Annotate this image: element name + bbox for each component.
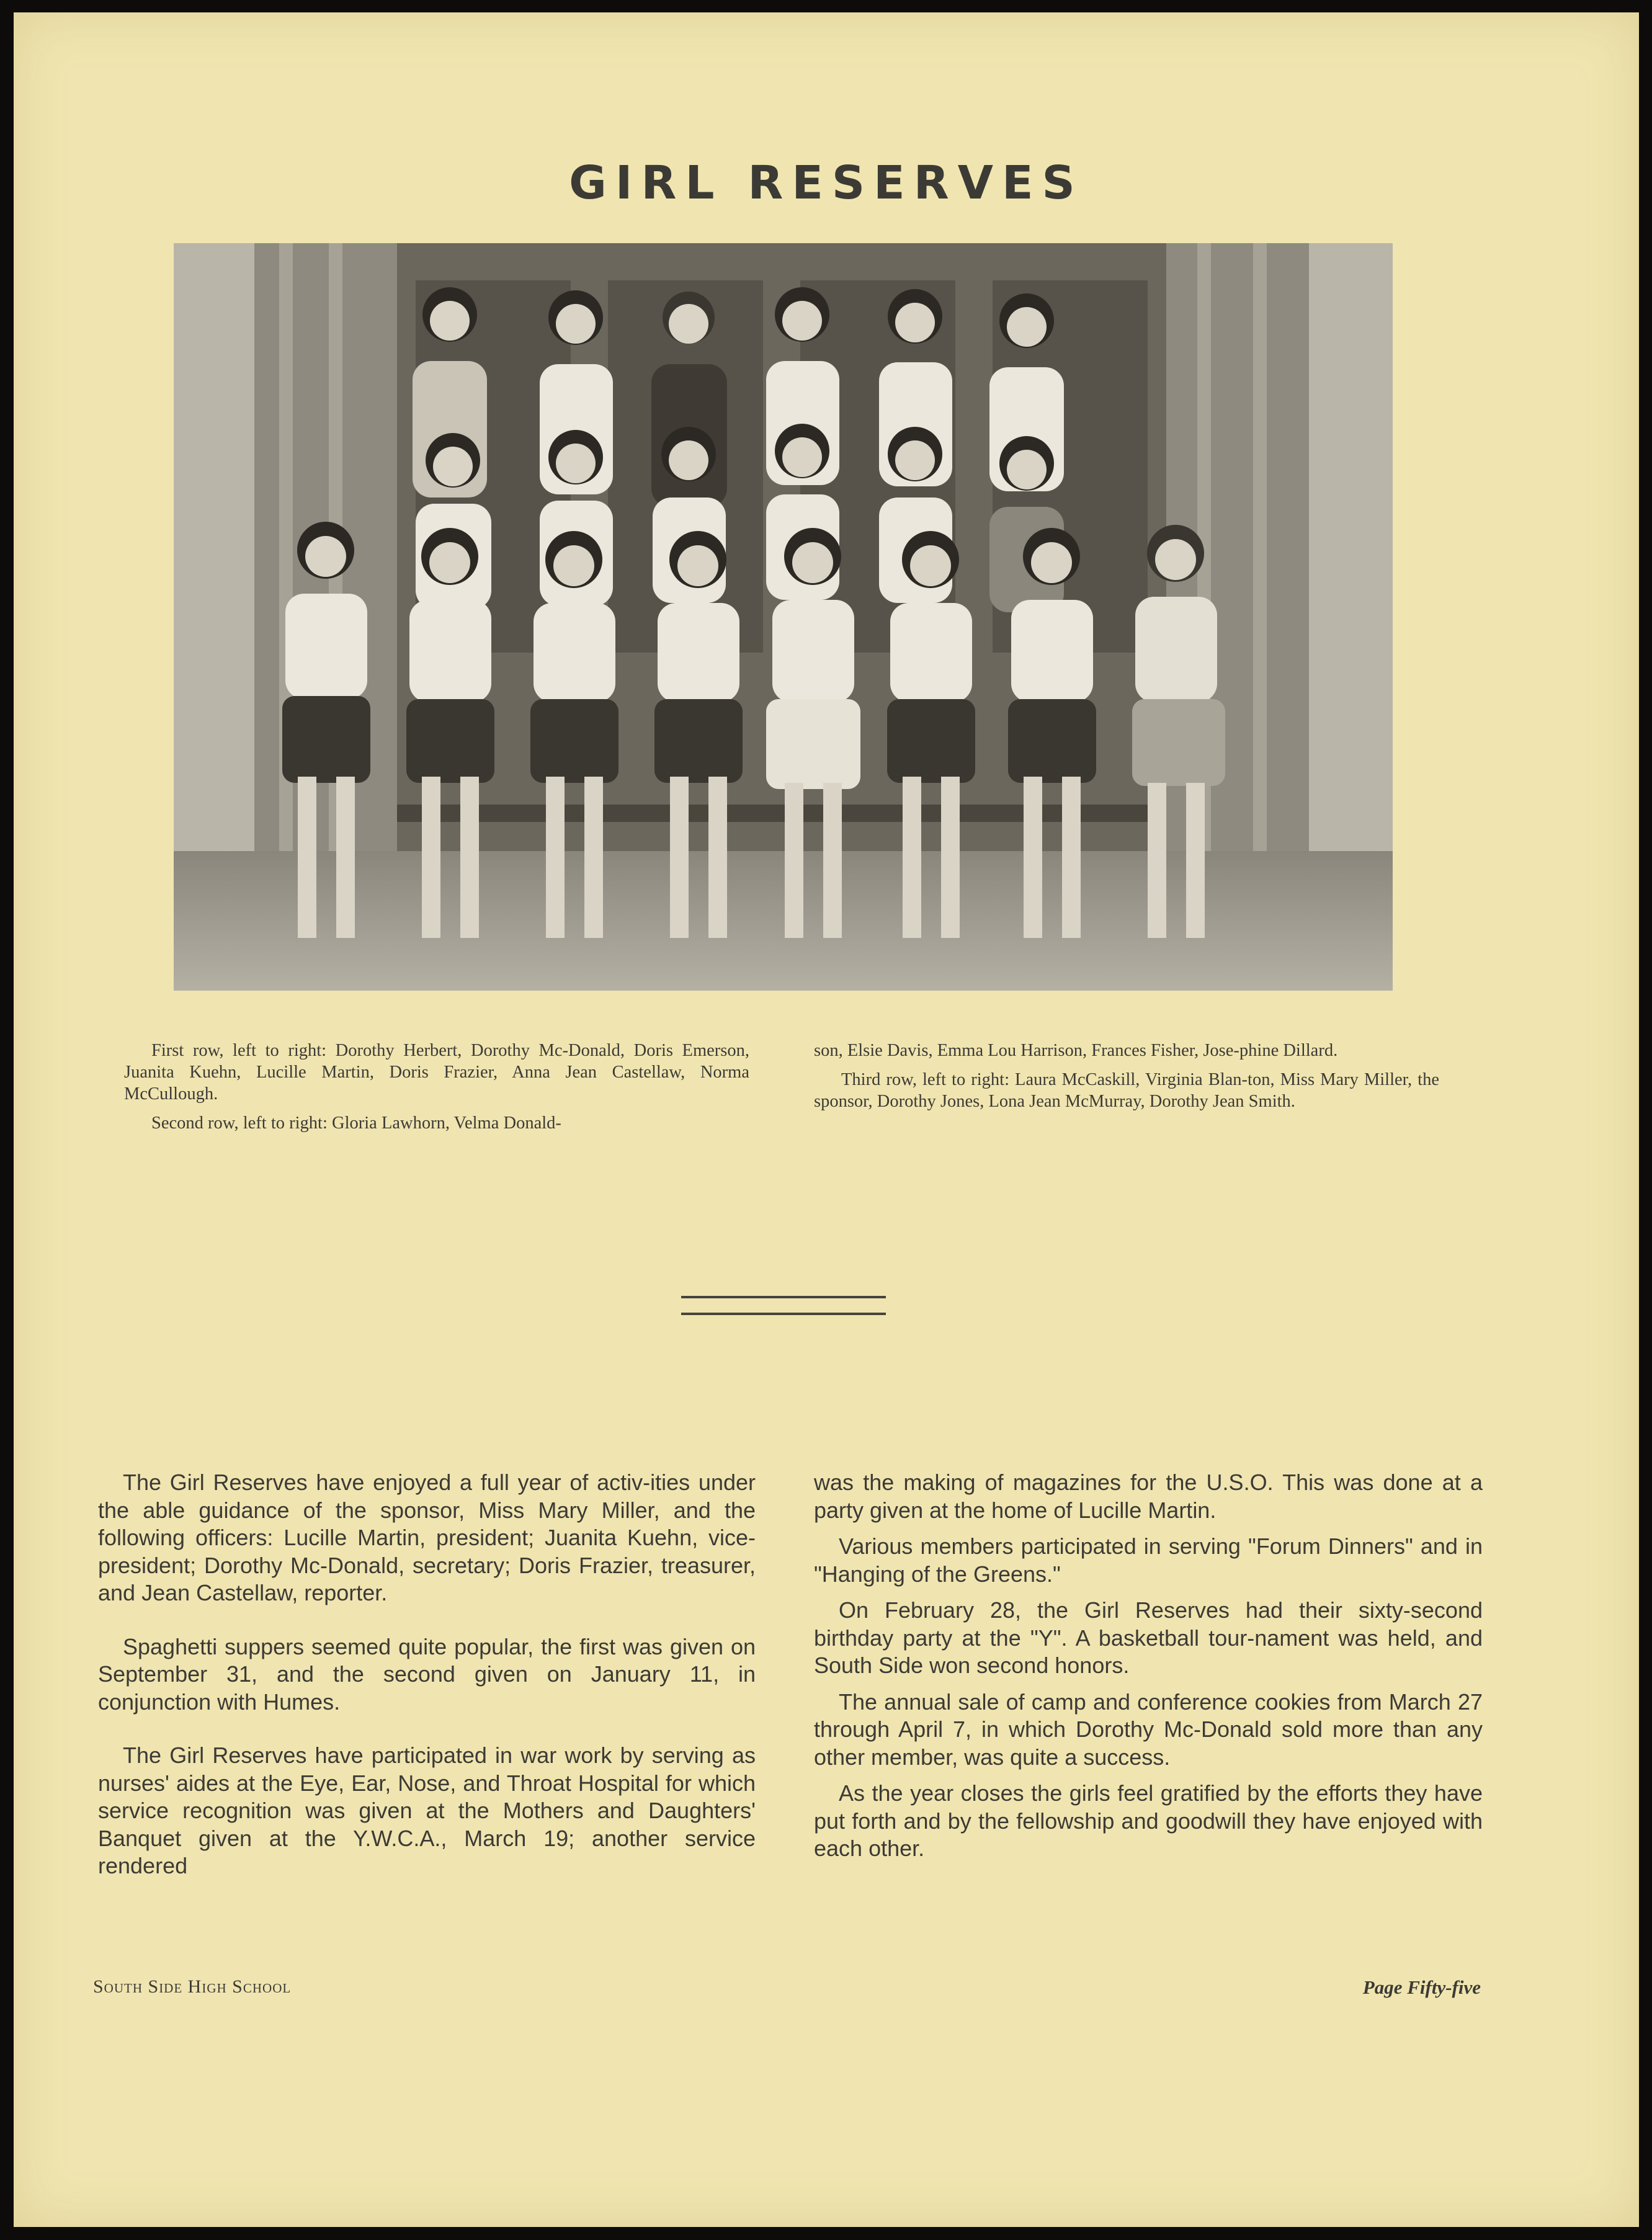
article-column-left	[98, 1469, 756, 1880]
caption-first-row: First row, left to right: Dorothy Herbert, Dorothy Mc-Donald, Doris Emerson, Juanita Kuehn, Lucille Martin, Doris Frazier, Anna Jean Castellaw, Norma McCullough.	[124, 1041, 749, 1104]
group-photo	[174, 243, 1393, 991]
article-column-right	[814, 1469, 1483, 1863]
paragraph-war-work: The Girl Reserves have participated in war work by serving as nurses' aides at the Eye, Ear, Nose, and Throat Hospital for which service recognition was given at the Mothers and Daughters' Banquet given at the Y.W.C.A., March 19; another service rendered	[98, 1742, 756, 1878]
caption-second-row-start: Second row, left to right: Gloria Lawhorn, Velma Donald-	[151, 1113, 561, 1133]
paragraph-forum-dinners: Various members participated in serving "Forum Dinners" and in "Hanging of the Greens."	[814, 1533, 1483, 1587]
photo-caption-right	[814, 1040, 1439, 1120]
paragraph-cookie-sale: The annual sale of camp and conference cookies from March 27 through April 7, in which Dorothy Mc-Donald sold more than any other member, was quite a success.	[814, 1689, 1483, 1770]
footer-page-number: Page Fifty-five	[1362, 1976, 1481, 1998]
caption-third-row: Third row, left to right: Laura McCaskill, Virginia Blan-ton, Miss Mary Miller, the sponsor, Dorothy Jones, Lona Jean McMurray, Dorothy Jean Smith.	[814, 1070, 1439, 1111]
paragraph-spaghetti-suppers: Spaghetti suppers seemed quite popular, the first was given on September 31, and the second given on January 11, in conjunction with Humes.	[98, 1633, 756, 1715]
yearbook-page	[14, 12, 1639, 2227]
paragraph-birthday-party: On February 28, the Girl Reserves had their sixty-second birthday party at the "Y". A basketball tour-nament was held, and South Side won second honors.	[814, 1597, 1483, 1678]
footer-school-name: South Side High School	[93, 1976, 292, 1997]
paragraph-war-work-continued: was the making of magazines for the U.S.O. This was done at a party given at the home of Lucille Martin.	[814, 1470, 1483, 1523]
caption-second-row-end: son, Elsie Davis, Emma Lou Harrison, Frances Fisher, Jose-phine Dillard.	[814, 1041, 1338, 1060]
photo-caption-left	[124, 1040, 749, 1141]
divider-rule-top	[681, 1296, 886, 1298]
page-title: GIRL RESERVES	[569, 156, 1084, 210]
paragraph-closing: As the year closes the girls feel gratified by the efforts they have put forth and by the fellowship and goodwill they have enjoyed with each other.	[814, 1780, 1483, 1861]
divider-rule-bottom	[681, 1313, 886, 1315]
paragraph-officers: The Girl Reserves have enjoyed a full year of activ-ities under the able guidance of the sponsor, Miss Mary Miller, and the following officers: Lucille Martin, president; Juanita Kuehn, vice-president; Dorothy Mc-Donald, secretary; Doris Frazier, treasurer, and Jean Castellaw, reporter.	[98, 1470, 756, 1605]
